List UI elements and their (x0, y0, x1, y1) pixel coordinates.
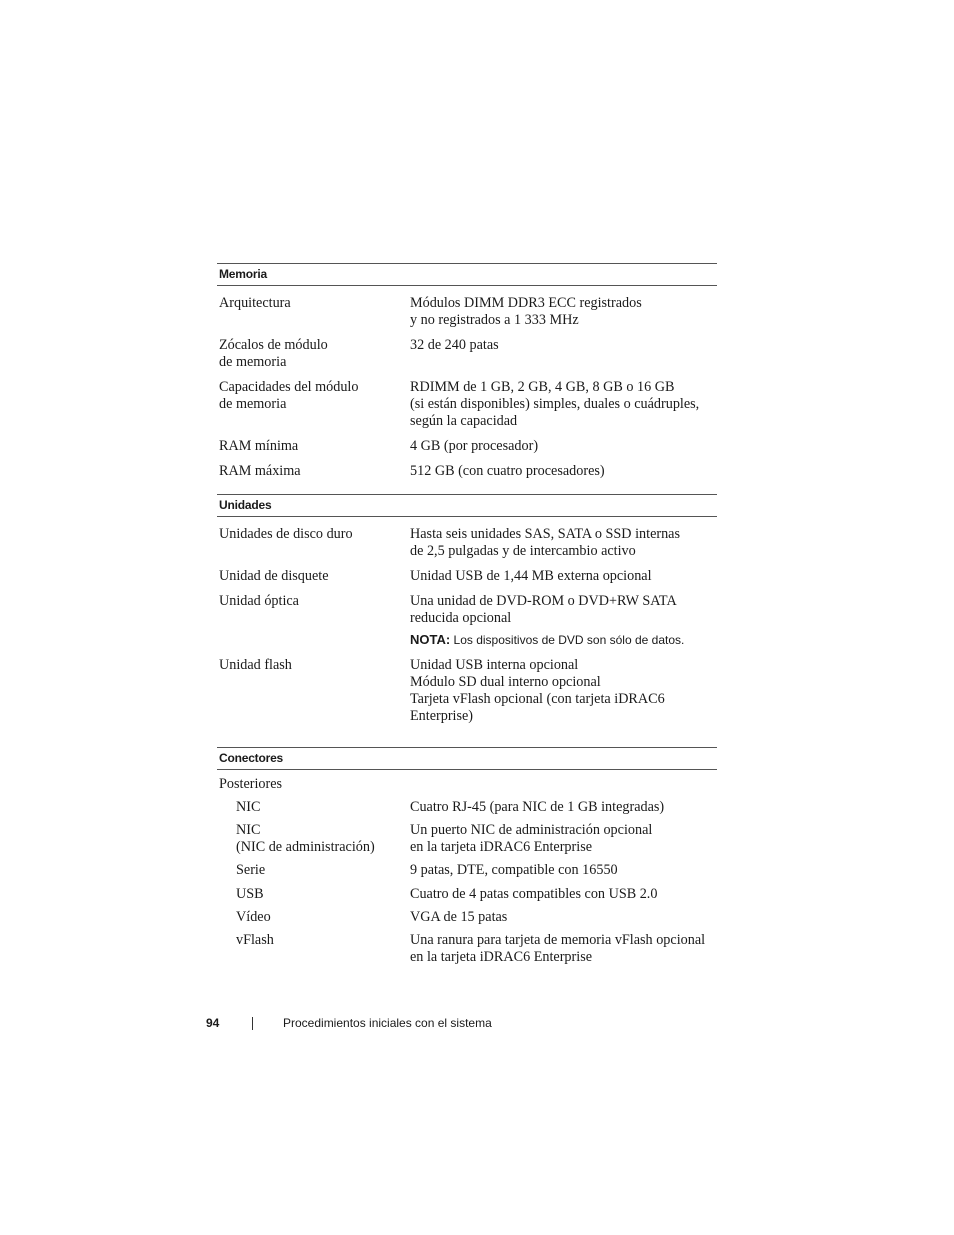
note-text: Los dispositivos de DVD son sólo de datos. (450, 633, 685, 648)
spec-value: Módulos DIMM DDR3 ECC registrados (410, 295, 642, 311)
spec-row-nic-admin (217, 822, 717, 856)
spec-row-disquete (217, 568, 717, 585)
spec-label: Arquitectura (219, 295, 291, 311)
spec-value: Cuatro RJ-45 (para NIC de 1 GB integradas) (410, 798, 665, 815)
spec-row-optica (217, 593, 717, 627)
section-heading-conectores: Conectores (217, 747, 717, 770)
spec-value: en la tarjeta iDRAC6 Enterprise (410, 839, 593, 856)
spec-value: VGA de 15 patas (410, 908, 508, 925)
spec-value: Cuatro de 4 patas compatibles con USB 2.0 (410, 885, 658, 902)
spec-value: 4 GB (por procesador) (410, 437, 539, 454)
spec-group-label: Posteriores (219, 775, 283, 792)
spec-value: Un puerto NIC de administración opcional (410, 821, 653, 838)
note-prefix: NOTA: (410, 632, 451, 648)
spec-value: y no registrados a 1 333 MHz (410, 312, 579, 329)
spec-value: Tarjeta vFlash opcional (con tarjeta iDRAC6 (410, 690, 665, 707)
spec-value: Una unidad de DVD-ROM o DVD+RW SATA (410, 592, 677, 609)
spec-row-video (217, 909, 717, 926)
spec-row-flash (217, 657, 717, 726)
spec-group-posteriores (217, 776, 717, 793)
section-memoria (217, 263, 717, 480)
note-dvd (410, 631, 717, 649)
spec-value: Hasta seis unidades SAS, SATA o SSD internas (410, 526, 681, 542)
spec-label: (NIC de administración) (236, 839, 375, 856)
spec-row-ram-minima (217, 438, 717, 455)
spec-label: vFlash (236, 931, 274, 948)
spec-label: Capacidades del módulo (219, 378, 359, 395)
spec-row-capacidades (217, 379, 717, 431)
section-heading-unidades: Unidades (217, 494, 717, 517)
spec-value: Unidad USB de 1,44 MB externa opcional (410, 567, 652, 584)
spec-value: RDIMM de 1 GB, 2 GB, 4 GB, 8 GB o 16 GB (410, 378, 675, 395)
spec-label: Zócalos de módulo (219, 336, 328, 353)
spec-row-disco-duro (217, 526, 717, 560)
section-heading-memoria: Memoria (217, 263, 717, 286)
spec-value: 9 patas, DTE, compatible con 16550 (410, 862, 618, 879)
spec-label: Unidad de disquete (219, 567, 329, 584)
spec-value: en la tarjeta iDRAC6 Enterprise (410, 949, 593, 966)
spec-label: Unidades de disco duro (219, 526, 353, 542)
spec-label: de memoria (219, 396, 287, 413)
spec-label: Vídeo (236, 908, 271, 925)
footer-title: Procedimientos iniciales con el sistema (283, 1016, 492, 1030)
spec-value: Enterprise) (410, 708, 474, 725)
spec-label: USB (236, 885, 264, 902)
spec-value: Módulo SD dual interno opcional (410, 673, 601, 690)
spec-row-arquitectura (217, 295, 717, 329)
page-footer (206, 1016, 492, 1030)
spec-value: de 2,5 pulgadas y de intercambio activo (410, 543, 636, 560)
spec-value: (si están disponibles) simples, duales o cuádruples, (410, 396, 700, 413)
section-unidades (217, 494, 717, 725)
spec-value: 32 de 240 patas (410, 336, 499, 353)
spec-label: NIC (236, 798, 261, 815)
spec-label: Unidad óptica (219, 592, 299, 609)
spec-row-zocalos (217, 337, 717, 371)
footer-divider (252, 1017, 253, 1030)
spec-row-nic (217, 799, 717, 816)
spec-label: Serie (236, 862, 266, 879)
spec-row-ram-maxima (217, 463, 717, 480)
spec-label: Unidad flash (219, 656, 292, 673)
spec-value: Unidad USB interna opcional (410, 656, 579, 673)
spec-row-vflash (217, 932, 717, 966)
spec-label: RAM máxima (219, 462, 301, 479)
spec-label: de memoria (219, 354, 287, 371)
spec-value: Una ranura para tarjeta de memoria vFlash opcional (410, 931, 706, 948)
spec-label: RAM mínima (219, 437, 299, 454)
spec-value: reducida opcional (410, 609, 512, 626)
page-number: 94 (206, 1016, 220, 1030)
spec-value: 512 GB (con cuatro procesadores) (410, 462, 605, 479)
spec-row-serie (217, 862, 717, 879)
spec-row-usb (217, 886, 717, 903)
section-conectores (217, 747, 717, 966)
note-row (217, 631, 717, 649)
spec-label: NIC (236, 821, 261, 838)
spec-value: según la capacidad (410, 413, 518, 430)
